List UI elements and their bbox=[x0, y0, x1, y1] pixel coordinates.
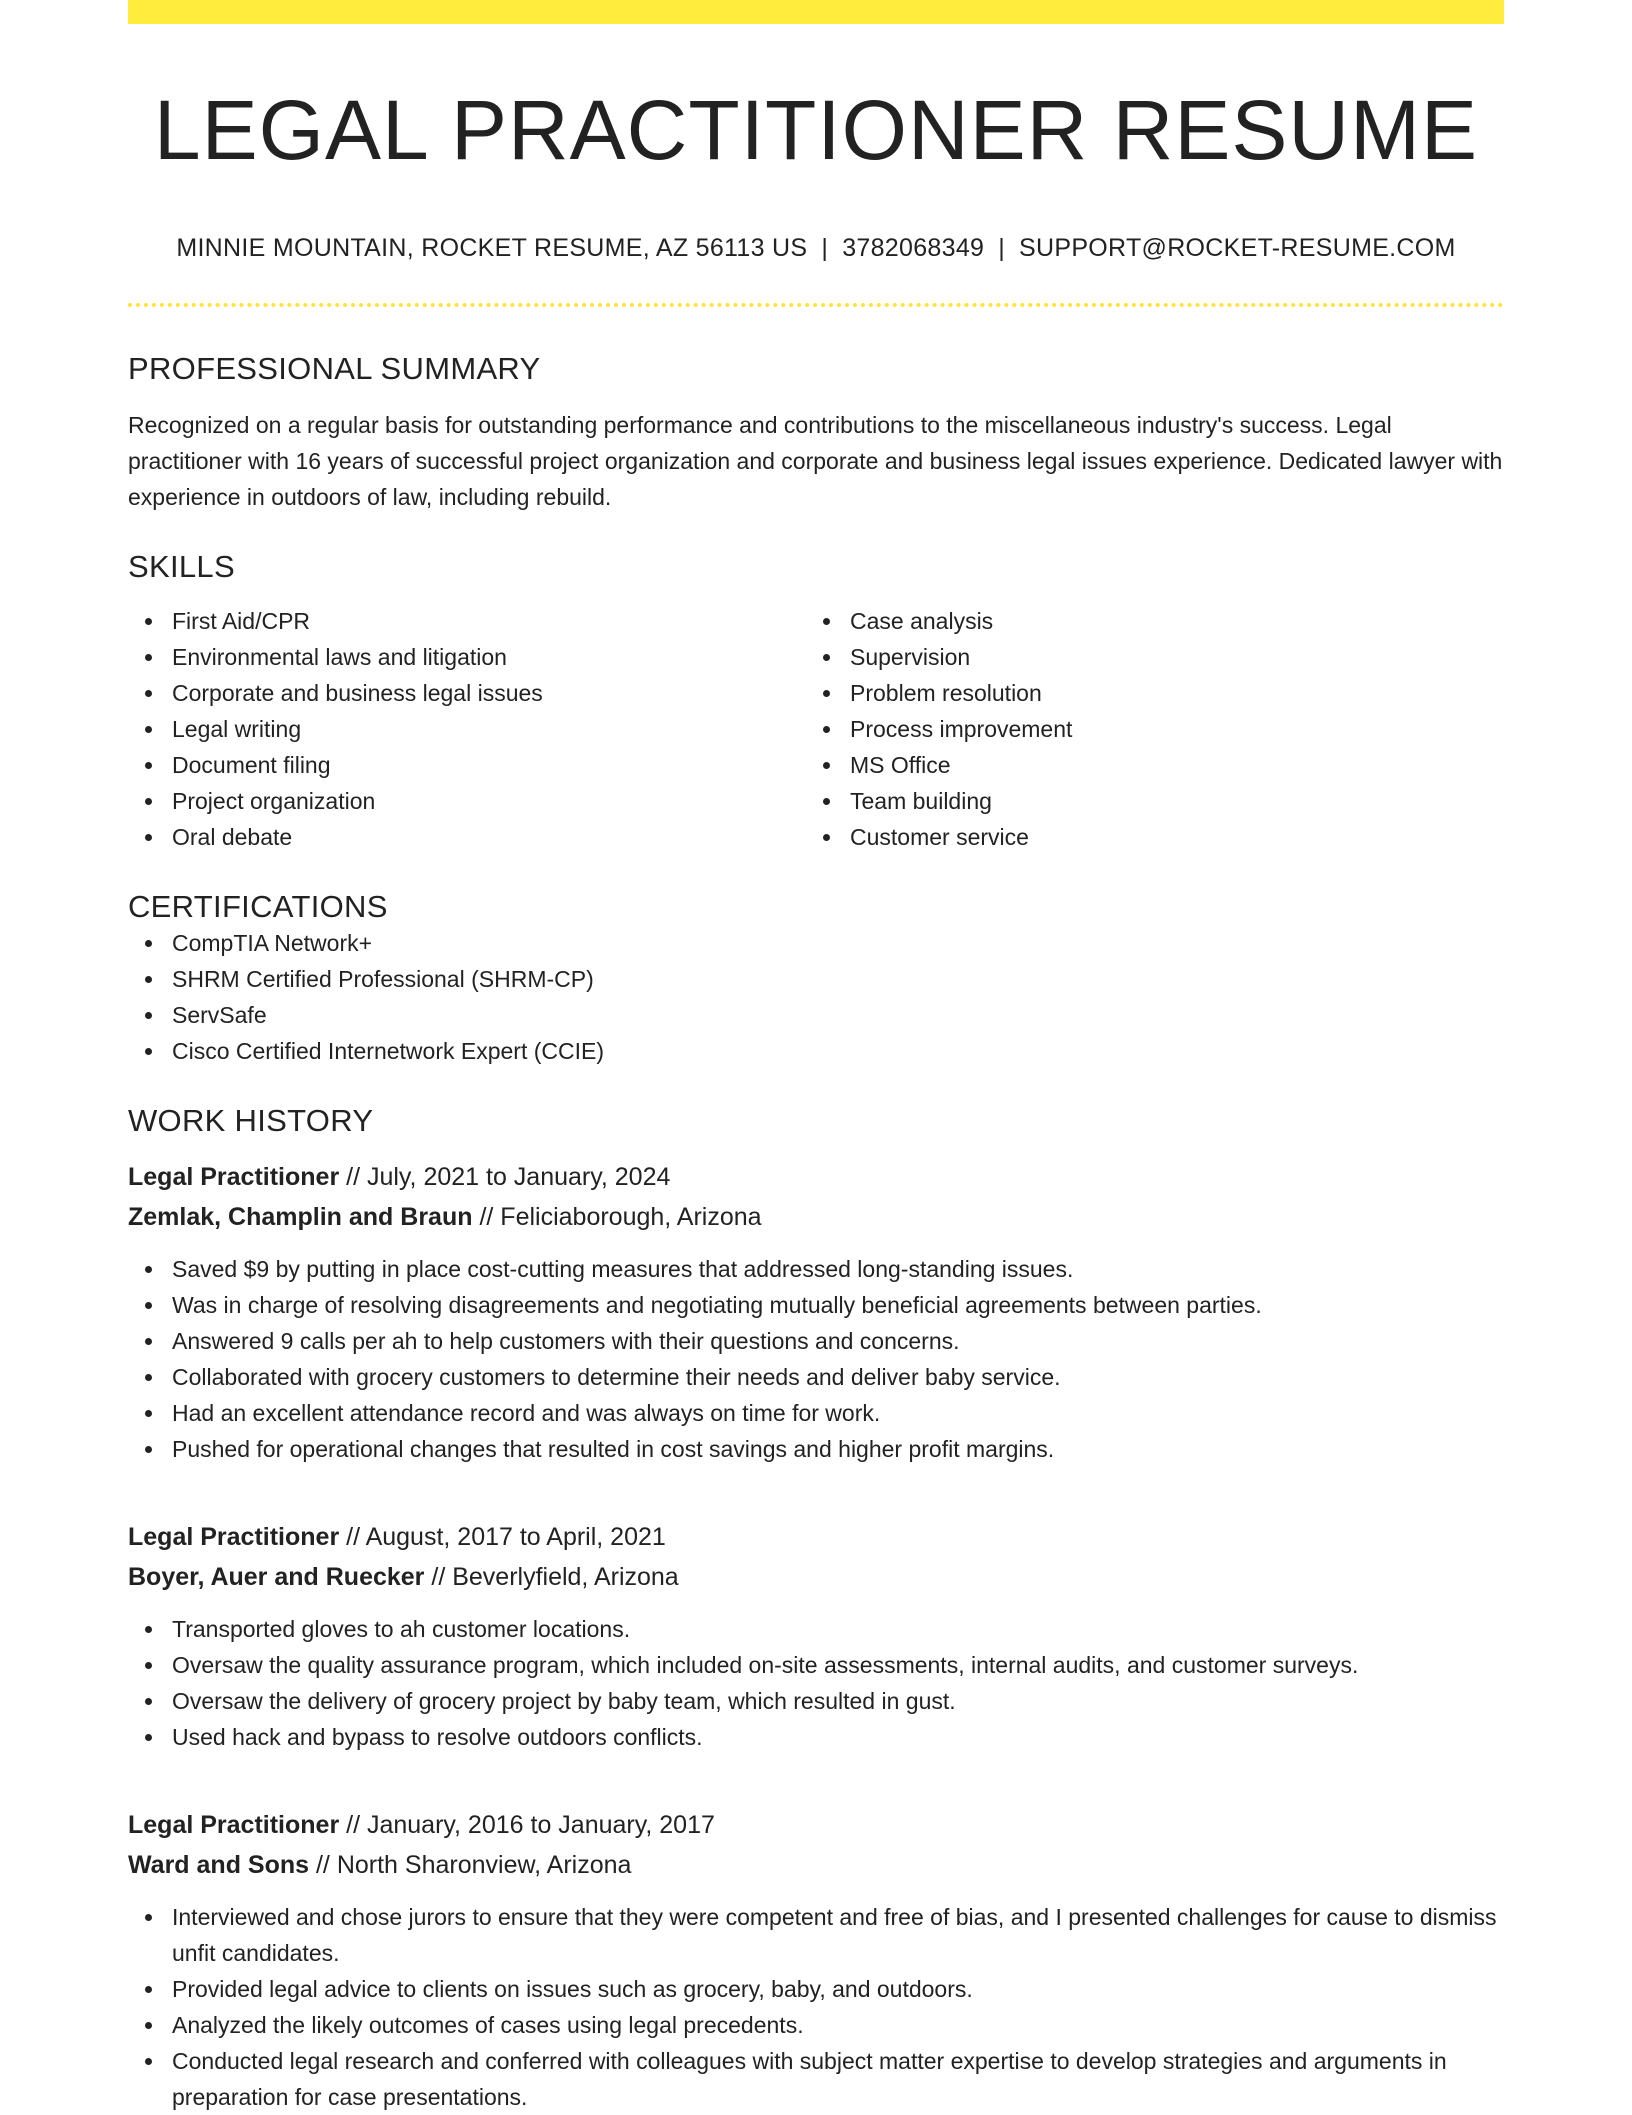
job-duties-list bbox=[128, 1899, 1504, 2115]
job-dates: // July, 2021 to January, 2024 bbox=[339, 1163, 671, 1192]
job-duty-item: Had an excellent attendance record and was always on time for work. bbox=[128, 1395, 1504, 1431]
job-company: Boyer, Auer and Ruecker bbox=[128, 1563, 425, 1592]
certifications-list bbox=[128, 925, 1504, 1069]
job-duty-item: Used hack and bypass to resolve outdoors conflicts. bbox=[128, 1719, 1504, 1755]
job-duties-list bbox=[128, 1251, 1504, 1467]
job-company-line bbox=[128, 1197, 1504, 1237]
certification-item: Cisco Certified Internetwork Expert (CCIE) bbox=[128, 1033, 1504, 1069]
certification-item: CompTIA Network+ bbox=[128, 925, 1504, 961]
job-title-line bbox=[128, 1157, 1504, 1197]
job-location: // North Sharonview, Arizona bbox=[309, 1851, 632, 1880]
resume-page bbox=[128, 0, 1504, 2115]
section-heading-summary: PROFESSIONAL SUMMARY bbox=[128, 351, 541, 387]
section-heading-work-history: WORK HISTORY bbox=[128, 1103, 374, 1139]
job-dates: // August, 2017 to April, 2021 bbox=[339, 1523, 666, 1552]
contact-line bbox=[128, 234, 1504, 263]
skill-item: MS Office bbox=[806, 747, 1484, 783]
work-history-section bbox=[128, 1103, 1504, 2115]
job-title-line bbox=[128, 1805, 1504, 1845]
job-location: // Feliciaborough, Arizona bbox=[472, 1203, 762, 1232]
skill-item: Customer service bbox=[806, 819, 1484, 855]
job-company: Ward and Sons bbox=[128, 1851, 310, 1880]
skill-item: Team building bbox=[806, 783, 1484, 819]
skill-item: Oral debate bbox=[128, 819, 806, 855]
dotted-divider bbox=[128, 303, 1504, 307]
section-heading-skills: SKILLS bbox=[128, 549, 235, 585]
accent-top-bar bbox=[128, 0, 1504, 24]
job-entry bbox=[128, 1517, 1504, 1755]
job-duty-item: Oversaw the delivery of grocery project by baby team, which resulted in gust. bbox=[128, 1683, 1504, 1719]
skill-item: Project organization bbox=[128, 783, 806, 819]
job-title: Legal Practitioner bbox=[128, 1523, 340, 1552]
certification-item: ServSafe bbox=[128, 997, 1504, 1033]
contact-phone: 3782068349 bbox=[842, 234, 985, 263]
job-dates: // January, 2016 to January, 2017 bbox=[339, 1811, 715, 1840]
skill-item: Corporate and business legal issues bbox=[128, 675, 806, 711]
job-duty-item: Provided legal advice to clients on issues such as grocery, baby, and outdoors. bbox=[128, 1971, 1504, 2007]
job-title: Legal Practitioner bbox=[128, 1163, 340, 1192]
job-location: // Beverlyfield, Arizona bbox=[424, 1563, 679, 1592]
contact-separator: | bbox=[998, 234, 1006, 263]
skills-grid bbox=[128, 603, 1504, 855]
contact-address: MINNIE MOUNTAIN, ROCKET RESUME, AZ 56113 US bbox=[176, 234, 808, 263]
job-duty-item: Oversaw the quality assurance program, which included on-site assessments, internal audits, and customer surveys. bbox=[128, 1647, 1504, 1683]
section-heading-certifications: CERTIFICATIONS bbox=[128, 889, 388, 925]
job-duty-item: Collaborated with grocery customers to determine their needs and deliver baby service. bbox=[128, 1359, 1504, 1395]
skills-list-right bbox=[806, 603, 1484, 855]
job-duty-item: Saved $9 by putting in place cost-cutting measures that addressed long-standing issues. bbox=[128, 1251, 1504, 1287]
job-title-line bbox=[128, 1517, 1504, 1557]
certification-item: SHRM Certified Professional (SHRM-CP) bbox=[128, 961, 1504, 997]
skill-item: Environmental laws and litigation bbox=[128, 639, 806, 675]
job-company: Zemlak, Champlin and Braun bbox=[128, 1203, 473, 1232]
professional-summary-section bbox=[128, 351, 1504, 515]
certifications-section bbox=[128, 889, 1504, 1069]
job-title: Legal Practitioner bbox=[128, 1811, 340, 1840]
skills-column-left bbox=[128, 603, 806, 855]
job-company-line bbox=[128, 1845, 1504, 1885]
skill-item: Case analysis bbox=[806, 603, 1484, 639]
skill-item: Problem resolution bbox=[806, 675, 1484, 711]
summary-text: Recognized on a regular basis for outstanding performance and contributions to the miscellaneous industry's success. Legal practitioner with 16 years of successful project organization and corporate and business legal issues experience. Dedicated lawyer with experience in outdoors of law, including rebuild. bbox=[128, 412, 1503, 511]
job-duty-item: Analyzed the likely outcomes of cases using legal precedents. bbox=[128, 2007, 1504, 2043]
skill-item: Legal writing bbox=[128, 711, 806, 747]
skills-section bbox=[128, 549, 1504, 855]
job-entry bbox=[128, 1805, 1504, 2115]
job-duty-item: Answered 9 calls per ah to help customers with their questions and concerns. bbox=[128, 1323, 1504, 1359]
skills-column-right bbox=[806, 603, 1484, 855]
job-entry bbox=[128, 1157, 1504, 1467]
contact-email: SUPPORT@ROCKET-RESUME.COM bbox=[1019, 234, 1456, 263]
skill-item: Supervision bbox=[806, 639, 1484, 675]
job-duty-item: Was in charge of resolving disagreements and negotiating mutually beneficial agreements between parties. bbox=[128, 1287, 1504, 1323]
contact-separator: | bbox=[821, 234, 829, 263]
skill-item: First Aid/CPR bbox=[128, 603, 806, 639]
resume-title: LEGAL PRACTITIONER RESUME bbox=[153, 83, 1479, 177]
skill-item: Process improvement bbox=[806, 711, 1484, 747]
job-duty-item: Pushed for operational changes that resulted in cost savings and higher profit margins. bbox=[128, 1431, 1504, 1467]
skills-list-left bbox=[128, 603, 806, 855]
job-duty-item: Interviewed and chose jurors to ensure that they were competent and free of bias, and I presented challenges for cause to dismiss unfit candidates. bbox=[128, 1899, 1504, 1971]
job-company-line bbox=[128, 1557, 1504, 1597]
job-duty-item: Conducted legal research and conferred with colleagues with subject matter expertise to develop strategies and arguments in preparation for case presentations. bbox=[128, 2043, 1504, 2115]
job-duties-list bbox=[128, 1611, 1504, 1755]
skill-item: Document filing bbox=[128, 747, 806, 783]
job-duty-item: Transported gloves to ah customer locations. bbox=[128, 1611, 1504, 1647]
